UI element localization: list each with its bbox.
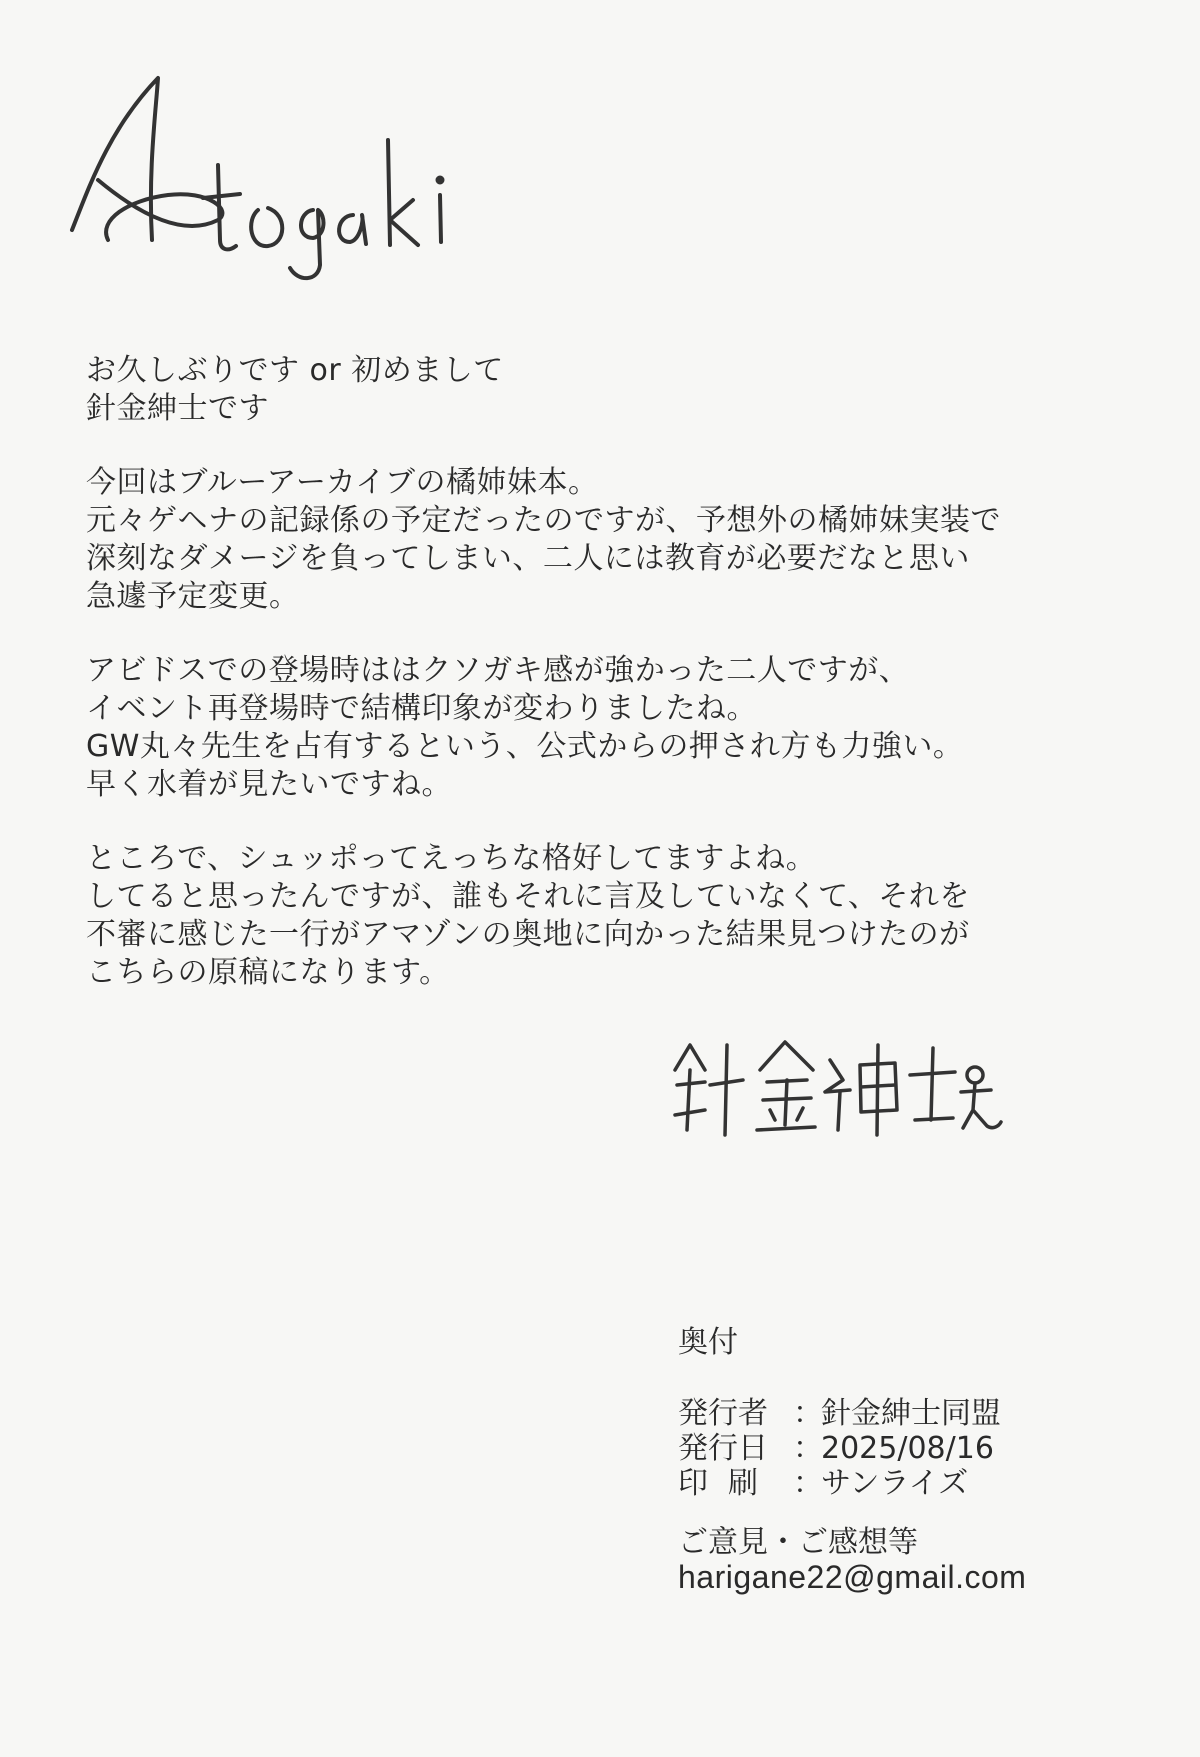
text-line: GW丸々先生を占有するという、公式からの押され方も力強い。 (86, 729, 964, 764)
colophon (678, 1325, 1148, 1595)
text-line: 今回はブルーアーカイブの橘姉妹本。 (86, 465, 599, 500)
colophon-value: 針金紳士同盟 (821, 1396, 1001, 1431)
text-line: 急遽予定変更。 (86, 579, 300, 614)
text-line: 深刻なダメージを負ってしまい、二人には教育が必要だなと思い (86, 541, 970, 576)
colophon-separator: ： (793, 1431, 823, 1466)
text-line: お久しぶりです or 初めまして (86, 353, 504, 388)
contact-email: harigane22@gmail.com (678, 1559, 1027, 1595)
colophon-value: 2025/08/16 (821, 1431, 994, 1466)
colophon-contact (678, 1525, 1148, 1595)
text-line: こちらの原稿になります。 (86, 955, 450, 990)
text-line: 元々ゲヘナの記録係の予定だったのですが、予想外の橘姉妹実装で (86, 503, 1001, 538)
paragraph (86, 840, 1126, 992)
colophon-separator: ： (793, 1396, 823, 1431)
text-line: アビドスでの登場時ははクソガキ感が強かった二人ですが、 (86, 653, 910, 688)
text-line: イベント再登場時で結構印象が変わりましたね。 (86, 691, 757, 726)
colophon-heading: 奥付 (678, 1325, 738, 1360)
afterword-body (86, 352, 1126, 1028)
paragraph (86, 652, 1126, 804)
colophon-label: 発行日 (678, 1431, 768, 1466)
colophon-separator: ： (793, 1466, 823, 1501)
contact-label: ご意見・ご感想等 (678, 1525, 918, 1560)
text-line: してると思ったんですが、誰もそれに言及していなくて、それを (86, 879, 970, 914)
atogaki-handwritten-title (68, 70, 468, 300)
paragraph (86, 352, 1126, 428)
colophon-label: 発行者 (678, 1396, 768, 1431)
text-line: 不審に感じた一行がアマゾンの奥地に向かった結果見つけたのが (86, 917, 970, 952)
text-line: 早く水着が見たいですね。 (86, 767, 452, 802)
colophon-value: サンライズ (821, 1466, 969, 1501)
author-handwritten-signature (665, 1030, 1005, 1140)
colophon-row-date (678, 1431, 1148, 1466)
colophon-row-printer (678, 1466, 1148, 1501)
colophon-row-publisher (678, 1396, 1148, 1431)
text-line: ところで、シュッポってえっちな格好してますよね。 (86, 841, 817, 876)
text-line: 針金紳士です (86, 391, 269, 426)
colophon-label: 印刷 (678, 1466, 778, 1501)
paragraph (86, 464, 1126, 616)
